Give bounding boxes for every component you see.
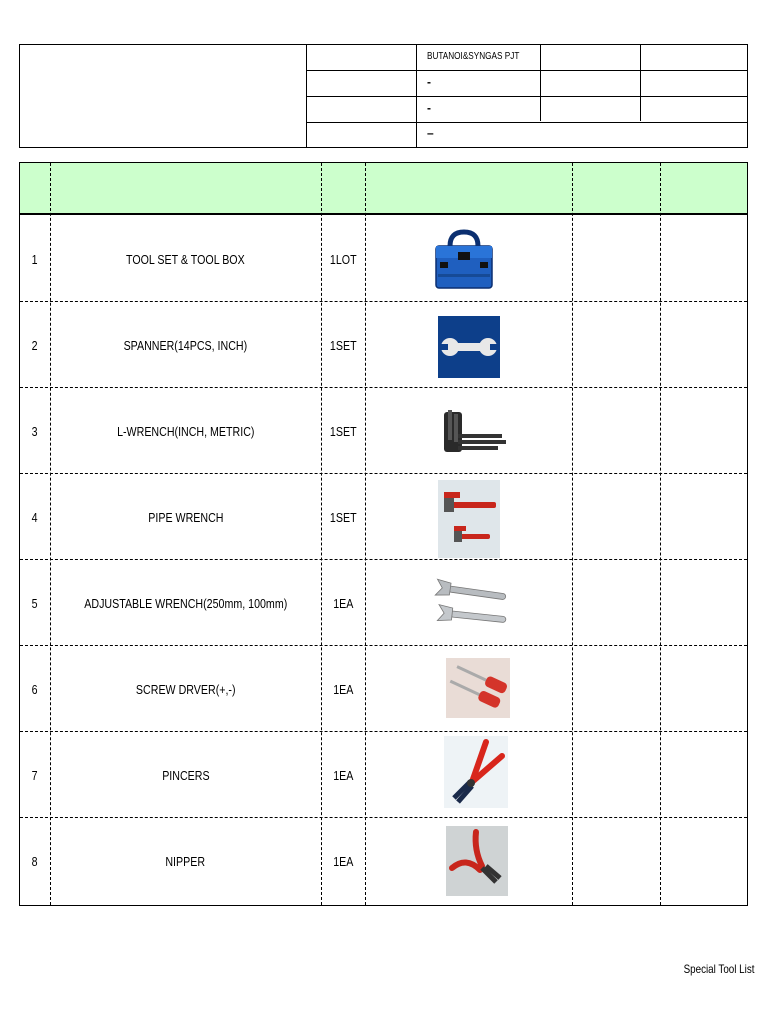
item-qty: 1SET [329, 423, 357, 439]
header-rule [306, 70, 747, 71]
document-header [19, 44, 748, 148]
hex-key-icon [440, 406, 508, 456]
item-name: PIPE WRENCH [147, 509, 224, 525]
screwdriver-icon [446, 658, 510, 718]
item-name: NIPPER [165, 854, 206, 869]
table-row [20, 216, 747, 302]
tool-table [19, 162, 748, 906]
table-row [20, 388, 747, 474]
header-divider [640, 45, 641, 121]
header-value: – [427, 126, 434, 140]
project-name: BUTANOI&SYNGAS PJT [427, 51, 520, 62]
item-number: 6 [32, 681, 38, 697]
item-number: 3 [32, 423, 38, 439]
header-rule [306, 122, 747, 123]
item-qty: 1LOT [329, 251, 357, 267]
table-row [20, 474, 747, 560]
item-qty: 1SET [329, 509, 357, 525]
toolbox-icon [434, 226, 496, 292]
item-number: 2 [32, 337, 38, 353]
item-number: 4 [32, 509, 38, 525]
adjustable-wrench-icon [432, 578, 510, 634]
spanner-icon [438, 316, 500, 378]
item-name: L-WRENCH(INCH, METRIC) [116, 423, 255, 439]
nipper-icon [446, 826, 508, 896]
header-value: - [427, 75, 431, 89]
pincers-icon [444, 736, 508, 808]
item-number: 8 [32, 854, 38, 869]
item-name: ADJUSTABLE WRENCH(250mm, 100mm) [84, 595, 287, 611]
table-row [20, 732, 747, 818]
item-name: PINCERS [161, 767, 210, 783]
item-name: TOOL SET & TOOL BOX [126, 251, 245, 267]
header-divider [540, 45, 541, 121]
table-row [20, 818, 747, 905]
table-row [20, 302, 747, 388]
item-qty: 1EA [332, 681, 354, 697]
table-row [20, 646, 747, 732]
item-number: 5 [32, 595, 38, 611]
item-qty: 1EA [332, 595, 354, 611]
item-qty: 1EA [332, 854, 354, 869]
table-row [20, 560, 747, 646]
header-value: - [427, 101, 431, 115]
table-header-row [20, 163, 747, 215]
pipe-wrench-icon [438, 480, 500, 558]
item-number: 7 [32, 767, 38, 783]
item-number: 1 [32, 251, 38, 267]
item-name: SPANNER(14PCS, INCH) [123, 337, 248, 353]
footer-label: Special Tool List [683, 962, 754, 976]
item-name: SCREW DRVER(+,-) [135, 681, 236, 697]
header-rule [306, 96, 747, 97]
item-qty: 1SET [329, 337, 357, 353]
item-qty: 1EA [332, 767, 354, 783]
